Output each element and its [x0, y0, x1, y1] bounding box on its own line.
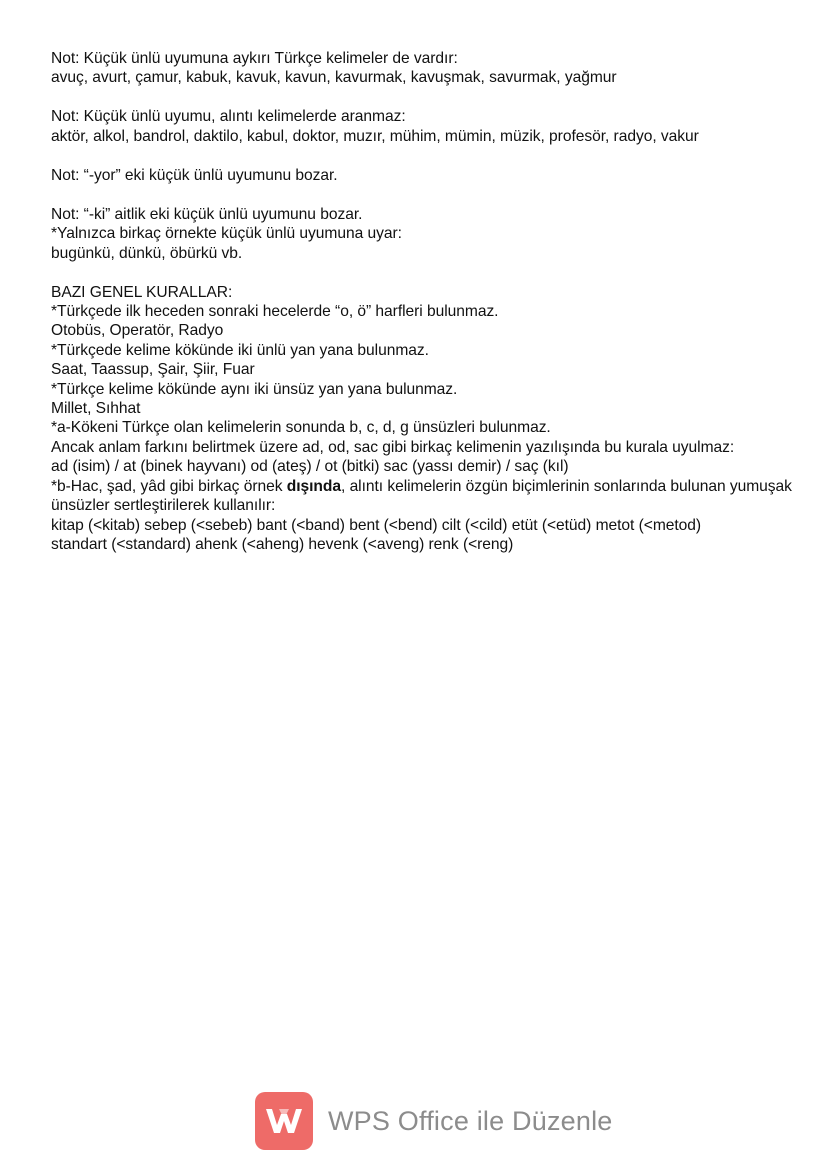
- note-paragraph-2: [51, 107, 796, 146]
- rule-note: Ancak anlam farkını belirtmek üzere ad, od, sac gibi birkaç kelimenin yazılışında bu kurala uyulmaz:: [51, 438, 735, 456]
- note-text: Not: “-ki” aitlik eki küçük ünlü uyumunu bozar.: [51, 205, 363, 223]
- note-text: Not: Küçük ünlü uyumuna aykırı Türkçe kelimeler de vardır:: [51, 50, 458, 67]
- rule-example: ad (isim) / at (binek hayvanı) od (ateş) / ot (bitki) sac (yassı demir) / saç (kıl): [51, 458, 569, 476]
- rule-text-b-pre: *b-Hac, şad, yâd gibi birkaç örnek: [51, 477, 287, 495]
- example-words: aktör, alkol, bandrol, daktilo, kabul, doktor, muzır, mühim, mümin, müzik, profesör, radyo, vakur: [51, 127, 699, 145]
- note-paragraph-3: [51, 166, 796, 185]
- wps-logo-icon: [255, 1092, 313, 1150]
- general-rules-section: [51, 283, 796, 555]
- note-subtext: *Yalnızca birkaç örnekte küçük ünlü uyumuna uyar:: [51, 225, 402, 243]
- example-words: bugünkü, dünkü, öbürkü vb.: [51, 244, 243, 262]
- example-words: avuç, avurt, çamur, kabuk, kavuk, kavun, kavurmak, kavuşmak, savurmak, yağmur: [51, 69, 617, 87]
- rule-text: *Türkçede ilk heceden sonraki hecelerde “o, ö” harfleri bulunmaz.: [51, 303, 499, 321]
- rule-text-b-post: , alıntı kelimelerin özgün biçimlerinin sonlarında bulunan yumuşak ünsüzler sertleştirilerek kullanılır:: [51, 477, 792, 515]
- note-paragraph-4: [51, 205, 796, 263]
- note-text: Not: “-yor” eki küçük ünlü uyumunu bozar.: [51, 166, 338, 184]
- rule-text: *Türkçede kelime kökünde iki ünlü yan yana bulunmaz.: [51, 341, 429, 359]
- document-body: [51, 49, 796, 574]
- rule-text: *a-Kökeni Türkçe olan kelimelerin sonunda b, c, d, g ünsüzleri bulunmaz.: [51, 419, 551, 437]
- rule-example: Millet, Sıhhat: [51, 400, 141, 418]
- rule-example: standart (<standard) ahenk (<aheng) hevenk (<aveng) renk (<reng): [51, 535, 514, 553]
- note-paragraph-1: [51, 49, 796, 88]
- note-text: Not: Küçük ünlü uyumu, alıntı kelimelerde aranmaz:: [51, 108, 406, 126]
- rule-text-b: [51, 477, 796, 516]
- rule-example: kitap (<kitab) sebep (<sebeb) bant (<band) bent (<bend) cilt (<cild) etüt (<etüd) metot (<metod): [51, 516, 702, 534]
- wps-edit-label: WPS Office ile Düzenle: [328, 1105, 613, 1136]
- section-heading: BAZI GENEL KURALLAR:: [51, 283, 233, 301]
- wps-edit-banner[interactable]: [255, 1092, 613, 1150]
- rule-text: *Türkçe kelime kökünde aynı iki ünsüz yan yana bulunmaz.: [51, 380, 458, 398]
- rule-example: Otobüs, Operatör, Radyo: [51, 322, 224, 340]
- rule-example: Saat, Taassup, Şair, Şiir, Fuar: [51, 361, 255, 379]
- rule-text-b-bold: dışında: [286, 477, 341, 495]
